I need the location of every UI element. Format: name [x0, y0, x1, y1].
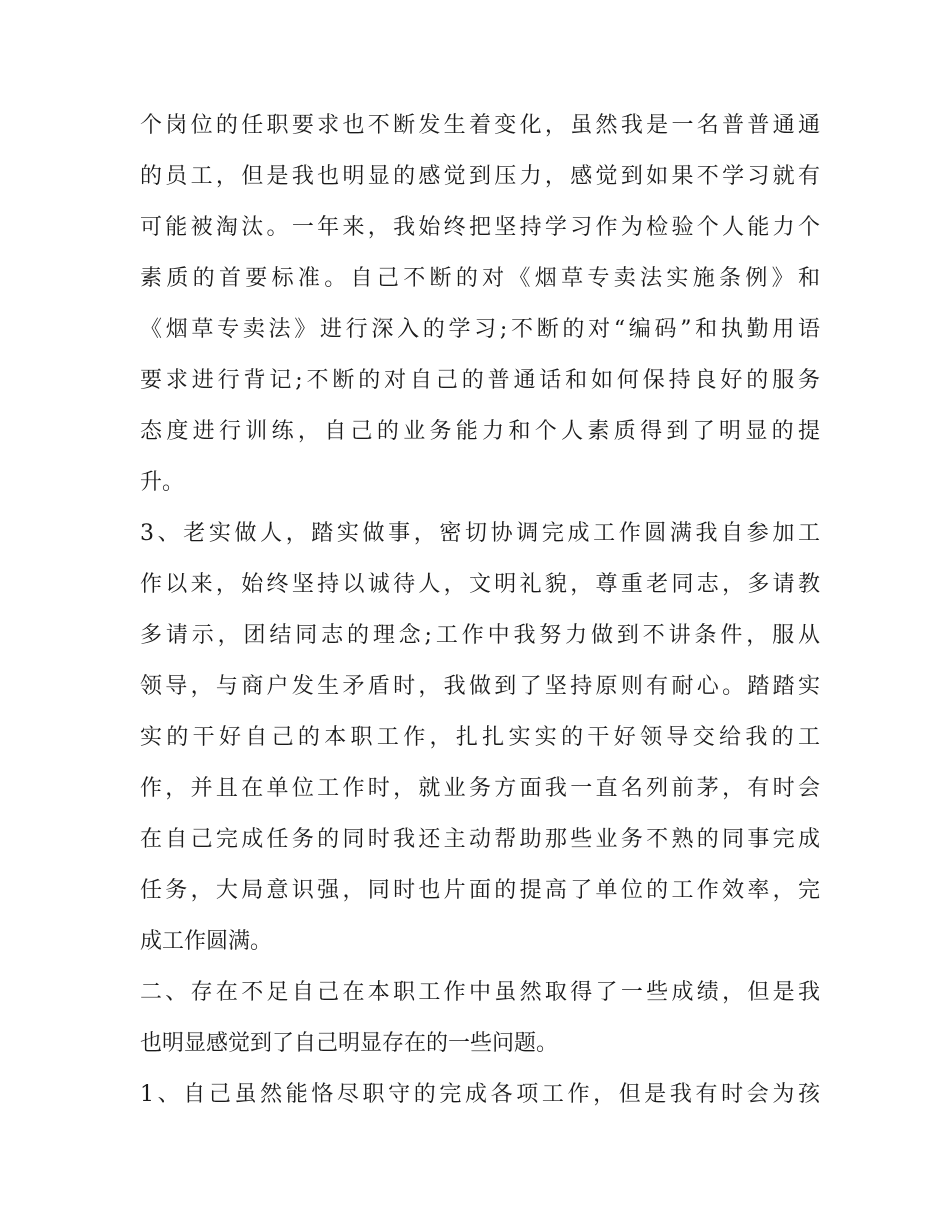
text-line: 任务，大局意识强，同时也片面的提高了单位的工作效率，完 [140, 878, 820, 903]
text-line: 3、老实做人，踏实做事，密切协调完成工作圆满我自参加工 [140, 521, 820, 546]
text-line: 态度进行训练，自己的业务能力和个人素质得到了明显的提 [140, 419, 820, 444]
text-line: 的员工，但是我也明显的感觉到压力，感觉到如果不学习就有 [140, 164, 820, 189]
text-line: 领导，与商户发生矛盾时，我做到了坚持原则有耐心。踏踏实 [140, 674, 820, 699]
text-line: 实的干好自己的本职工作，扎扎实实的干好领导交给我的工 [140, 725, 820, 750]
text-line: 作以来，始终坚持以诚待人，文明礼貌，尊重老同志，多请教 [140, 572, 820, 597]
text-line: 《烟草专卖法》进行深入的学习;不断的对“编码”和执勤用语 [140, 317, 820, 342]
text-line: 作，并且在单位工作时，就业务方面我一直名列前茅，有时会 [140, 776, 820, 801]
text-line: 个岗位的任职要求也不断发生着变化，虽然我是一名普普通通 [140, 113, 820, 138]
text-line: 要求进行背记;不断的对自己的普通话和如何保持良好的服务 [140, 368, 820, 393]
text-line: 也明显感觉到了自己明显存在的一些问题。 [140, 1031, 559, 1056]
text-line: 在自己完成任务的同时我还主动帮助那些业务不熟的同事完成 [140, 827, 820, 852]
text-line: 可能被淘汰。一年来，我始终把坚持学习作为检验个人能力个 [140, 215, 820, 240]
text-line: 素质的首要标准。自己不断的对《烟草专卖法实施条例》和 [140, 266, 820, 291]
text-line: 成工作圆满。 [140, 929, 273, 954]
text-line: 1、自己虽然能恪尽职守的完成各项工作，但是我有时会为孩 [140, 1082, 820, 1107]
text-line: 升。 [140, 470, 185, 495]
text-line: 多请示，团结同志的理念;工作中我努力做到不讲条件，服从 [140, 623, 820, 648]
text-line: 二、存在不足自己在本职工作中虽然取得了一些成绩，但是我 [140, 980, 820, 1005]
